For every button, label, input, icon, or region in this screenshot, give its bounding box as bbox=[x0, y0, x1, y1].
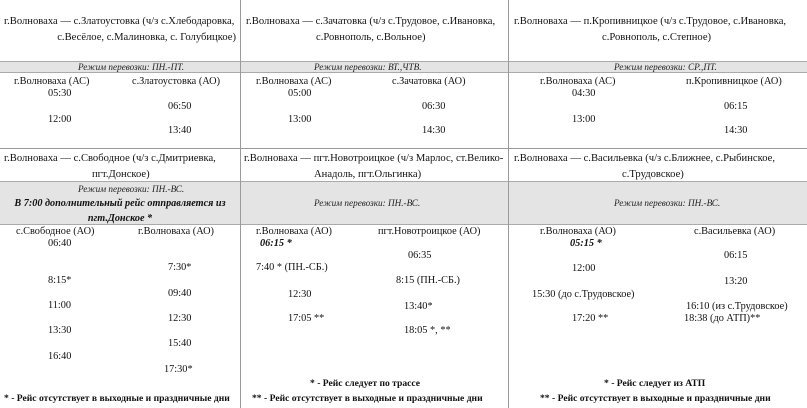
column-header: г.Волноваха (АС) bbox=[540, 76, 616, 87]
arrival-time: 18:05 *, ** bbox=[404, 325, 451, 336]
footnote: * - Рейс следует по трассе bbox=[310, 378, 421, 389]
arrival-time: 18:38 (до АТП)** bbox=[684, 313, 761, 324]
route-title-line: с.Трудовское) bbox=[622, 169, 684, 180]
regime-label: Режим перевозки: ПН.-ВС. bbox=[614, 198, 721, 208]
departure-time: 06:40 bbox=[48, 238, 72, 249]
route-title bbox=[244, 151, 506, 183]
departure-time: 04:30 bbox=[572, 88, 596, 99]
column-header: с.Свободное (АО) bbox=[16, 226, 95, 237]
arrival-time: 7:30* bbox=[168, 262, 192, 273]
footnote: ** - Рейс отсутствует в выходные и праздничные дни bbox=[252, 393, 483, 404]
arrival-time: 06:15 bbox=[724, 101, 748, 112]
route-title-line: с.Весёлое, с.Малиновка, с. Голубицкое) bbox=[57, 32, 236, 43]
departure-time: 06:15 * bbox=[260, 238, 292, 249]
route-title-line: с.Ровнополь, с.Вольное) bbox=[316, 32, 426, 43]
departure-time: 11:00 bbox=[48, 300, 72, 311]
regime-label: Режим перевозки: ПН.-ВС. bbox=[78, 184, 185, 194]
column-header: с.Васильевка (АО) bbox=[694, 226, 776, 237]
arrival-time: 06:35 bbox=[408, 250, 432, 261]
departure-time: 16:40 bbox=[48, 351, 72, 362]
arrival-time: 13:40 bbox=[168, 125, 192, 136]
column-header: с.Зачатовка (АО) bbox=[392, 76, 466, 87]
regime-label: Режим перевозки: СР.,ПТ. bbox=[614, 62, 717, 72]
arrival-time: 06:50 bbox=[168, 101, 192, 112]
row-divider bbox=[0, 148, 807, 149]
arrival-time: 13:40* bbox=[404, 301, 433, 312]
departure-time: 12:00 bbox=[572, 263, 596, 274]
footnote: ** - Рейс отсутствует в выходные и праздничные дни bbox=[540, 393, 771, 404]
footnote: * - Рейс отсутствует в выходные и праздничные дни bbox=[4, 393, 230, 404]
route-title-line: г.Волноваха — с.Златоустовка (ч/з с.Хлебодаровка, bbox=[4, 16, 235, 27]
departure-time: 12:30 bbox=[288, 289, 312, 300]
departure-time: 05:00 bbox=[288, 88, 312, 99]
arrival-time: 06:30 bbox=[422, 101, 446, 112]
route-title-line: с.Ровнополь, с.Степное) bbox=[602, 32, 712, 43]
route-title bbox=[4, 151, 236, 183]
route-title-line: г.Волноваха — с.Зачатовка (ч/з с.Трудовое, с.Ивановка, bbox=[246, 16, 496, 27]
departure-time: 17:05 ** bbox=[288, 313, 325, 324]
column-header: г.Волноваха (АС) bbox=[256, 76, 332, 87]
arrival-time: 12:30 bbox=[168, 313, 192, 324]
arrival-time: 17:30* bbox=[164, 364, 193, 375]
column-header: г.Волноваха (АС) bbox=[14, 76, 90, 87]
route-title bbox=[4, 14, 236, 46]
route-title-line: г.Волноваха — п.Кропивницкое (ч/з с.Трудовое, с.Ивановка, bbox=[514, 16, 787, 27]
regime-label: Режим перевозки: ПН.-ПТ. bbox=[78, 62, 185, 72]
departure-time: 13:00 bbox=[288, 114, 312, 125]
column-header: пгт.Новотроицкое (АО) bbox=[378, 226, 481, 237]
regime-label: Режим перевозки: ПН.-ВС. bbox=[314, 198, 421, 208]
departure-time: 12:00 bbox=[48, 114, 72, 125]
route-title-line: Анадоль, пгт.Ольгинка) bbox=[314, 169, 422, 180]
column-header: п.Кропивницкое (АО) bbox=[686, 76, 782, 87]
route-title-line: г.Волноваха — с.Васильевка (ч/з с.Ближнее, с.Рыбинское, bbox=[514, 153, 775, 164]
departure-time: 17:20 ** bbox=[572, 313, 609, 324]
route-title bbox=[514, 14, 804, 46]
note-line: В 7:00 дополнительный рейс отправляется из bbox=[14, 198, 226, 209]
arrival-time: 15:40 bbox=[168, 338, 192, 349]
regime-label: Режим перевозки: ВТ.,ЧТВ. bbox=[314, 62, 422, 72]
route-title-line: г.Волноваха — пгт.Новотроицкое (ч/з Марлос, ст.Велико- bbox=[244, 153, 504, 164]
note-line: пгт.Донское * bbox=[87, 213, 153, 224]
extra-trip-note bbox=[0, 196, 240, 226]
arrival-time: 14:30 bbox=[724, 125, 748, 136]
departure-time: 8:15* bbox=[48, 275, 72, 286]
arrival-time: 06:15 bbox=[724, 250, 748, 261]
route-title bbox=[246, 14, 504, 46]
departure-time: 05:30 bbox=[48, 88, 72, 99]
arrival-time: 13:20 bbox=[724, 276, 748, 287]
departure-time: 13:00 bbox=[572, 114, 596, 125]
arrival-time: 14:30 bbox=[422, 125, 446, 136]
route-title-line: г.Волноваха — с.Свободное (ч/з с.Дмитриевка, bbox=[4, 153, 216, 164]
departure-time: 13:30 bbox=[48, 325, 72, 336]
arrival-time: 09:40 bbox=[168, 288, 192, 299]
column-header: с.Златоустовка (АО) bbox=[132, 76, 221, 87]
arrival-time: 8:15 (ПН.-СБ.) bbox=[396, 275, 460, 286]
footnote: * - Рейс следует из АТП bbox=[604, 378, 706, 389]
column-header: г.Волноваха (АО) bbox=[540, 226, 616, 237]
departure-time: 15:30 (до с.Трудовское) bbox=[532, 289, 635, 300]
arrival-time: 16:10 (из с.Трудовское) bbox=[686, 301, 788, 312]
column-header: г.Волноваха (АО) bbox=[256, 226, 332, 237]
departure-time: 7:40 * (ПН.-СБ.) bbox=[256, 262, 328, 273]
route-title-line: пгт.Донское) bbox=[92, 169, 150, 180]
route-title bbox=[514, 151, 804, 183]
column-header: г.Волноваха (АО) bbox=[138, 226, 214, 237]
departure-time: 05:15 * bbox=[570, 238, 602, 249]
